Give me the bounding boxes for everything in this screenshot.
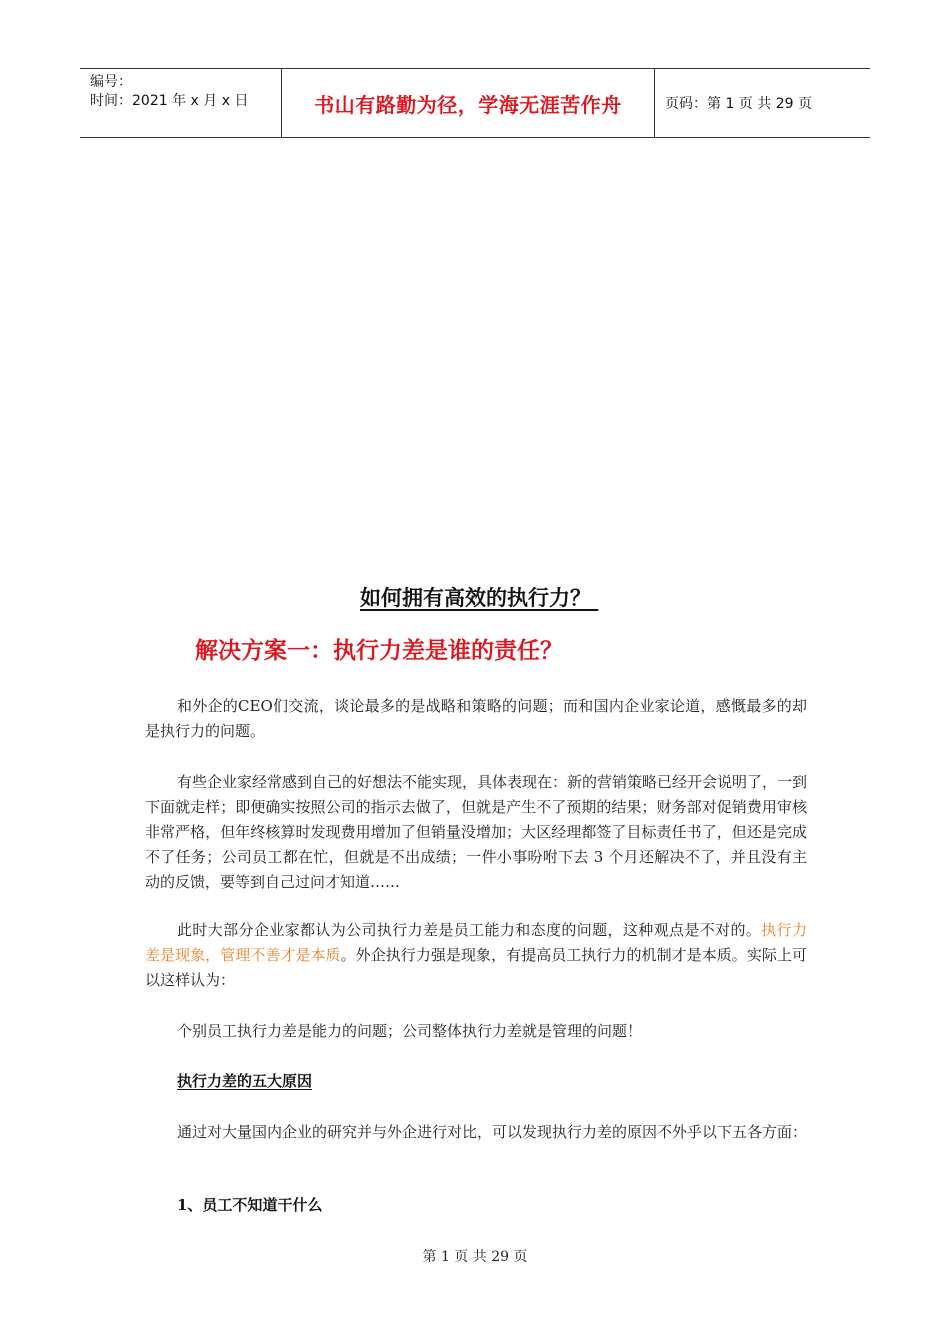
item-heading-1: 1、员工不知道干什么 <box>177 1196 323 1214</box>
motto-text: 书山有路勤为径，学海无涯苦作舟 <box>314 92 622 117</box>
time-label: 时间：2021 年 x 月 x 日 <box>90 93 249 109</box>
header-page-cell <box>655 69 870 137</box>
document-subtitle: 解决方案一：执行力差是谁的责任？ <box>195 638 563 664</box>
page-footer: 第 1 页 共 29 页 <box>422 1249 528 1265</box>
document-title: 如何拥有高效的执行力？ <box>360 586 599 610</box>
paragraph-5: 通过对大量国内企业的研究并与外企进行对比，可以发现执行力差的原因不外乎以下五各方面： <box>177 1123 808 1141</box>
paragraph-3-highlight: 执行力差是现象，管理不善才是本质 <box>145 921 807 964</box>
paragraph-4: 个别员工执行力差是能力的问题；公司整体执行力差就是管理的问题！ <box>177 1022 643 1040</box>
header-motto-cell <box>282 69 655 137</box>
header-meta-cell <box>80 69 282 137</box>
paragraph-2: 有些企业家经常感到自己的好想法不能实现，具体表现在：新的营销策略已经开会说明了，一到下面就走样；即便确实按照公司的指示去做了，但就是产生不了预期的结果；财务部对促销费用审核非常严格，但年终核算时发现费用增加了但销量没增加；大区经理都签了目标责任书了，但还是完成不了任务；公司员工都在忙，但就是不出成绩；一件小事吩咐下去 3 个月还解决不了，并且没有主动的反馈，要等到自己过问才知道…… <box>145 773 808 891</box>
page-info: 页码：第 1 页 共 29 页 <box>665 96 812 112</box>
paragraph-3-part-2: 。外企执行力强是现象，有提高员工执行力的机制才是本质。实际上可以这样认为： <box>145 946 807 989</box>
paragraph-3-part-1: 此时大部分企业家都认为公司执行力差是员工能力和态度的问题，这种观点是不对的。 <box>177 921 762 939</box>
paragraph-1: 和外企的CEO们交流，谈论最多的是战略和策略的问题；而和国内企业家论道，感慨最多的却是执行力的问题。 <box>145 697 807 740</box>
section-heading: 执行力差的五大原因 <box>177 1072 313 1090</box>
header-table <box>80 68 870 138</box>
paragraph-3 <box>145 918 807 993</box>
number-label: 编号： <box>90 74 132 90</box>
